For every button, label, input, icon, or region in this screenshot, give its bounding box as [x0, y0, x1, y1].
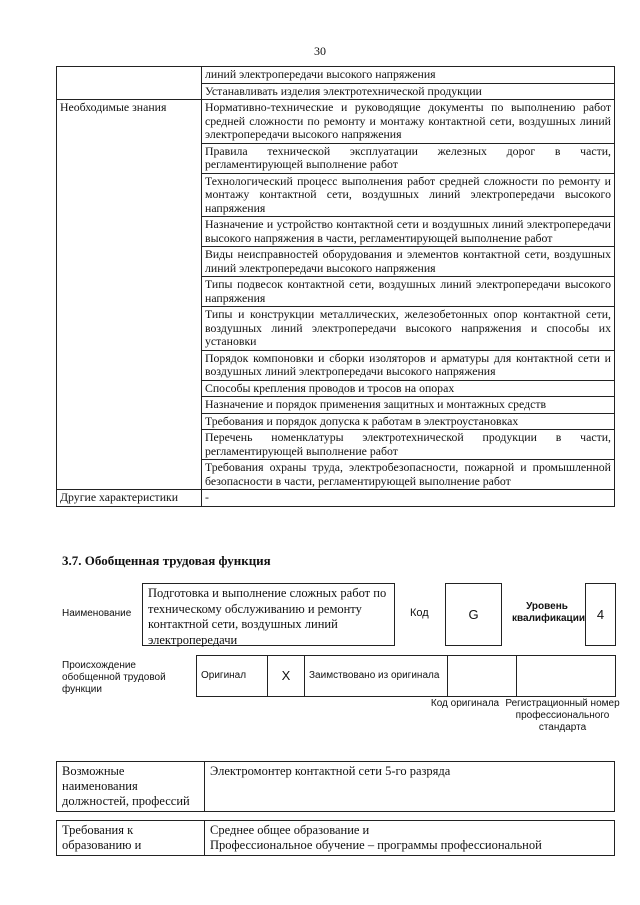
origin-label: Происхождение обобщенной трудовой функции: [62, 660, 166, 695]
name-label: Наименование: [62, 608, 132, 619]
code-original-cell: [448, 656, 517, 697]
row-content: Нормативно-технические и руководящие документы по выполнению работ средней сложности по ремонту и монтажу контактной сети, воздушных линий электропередачи высокого напряжения: [202, 100, 615, 144]
row-content: Виды неисправностей оборудования и элементов контактной сети, воздушных линий электропередачи высокого напряжения: [202, 247, 615, 277]
function-name-box: [142, 583, 395, 646]
code-label: Код: [410, 607, 429, 619]
row-content: Перечень номенклатуры электротехнической продукции в части, регламентирующей выполнение работ: [202, 430, 615, 460]
function-name-value: Подготовка и выполнение сложных работ по техническому обслуживанию и ремонту контактной сети, воздушных линий электропередачи: [148, 586, 387, 647]
education-line-2: Профессиональное обучение – программы профессиональной: [210, 838, 542, 852]
education-line-1: Среднее общее образование и: [210, 823, 370, 837]
code-value: G: [468, 607, 479, 622]
row-content: Назначение и устройство контактной сети и воздушных линий электропередачи высокого напряжения в части, регламентирующей выполнение работ: [202, 217, 615, 247]
origin-table: [196, 655, 616, 697]
row-content: Типы подвесок контактной сети, воздушных линий электропередачи высокого напряжения: [202, 277, 615, 307]
code-original-caption: Код оригинала: [430, 698, 500, 709]
level-label: Уровень квалификации: [512, 601, 585, 624]
borrowed-cell: [305, 656, 448, 697]
row-content: Типы и конструкции металлических, железобетонных опор контактной сети, воздушных линий электропередачи высокого напряжения и способы их установки: [202, 307, 615, 351]
row-content: -: [202, 490, 615, 507]
row-content: Устанавливать изделия электротехнической продукции: [202, 83, 615, 100]
row-content: Порядок компоновки и сборки изоляторов и арматуры для контактной сети и воздушных линий электропередачи высокого напряжения: [202, 350, 615, 380]
row-content: линий электропередачи высокого напряжения: [202, 67, 615, 84]
knowledge-table: [56, 66, 615, 507]
code-box: [445, 583, 502, 646]
row-content: Требования охраны труда, электробезопасности, пожарной и промышленной безопасности в части, регламентирующей выполнение работ: [202, 460, 615, 490]
original-mark-cell: [268, 656, 305, 697]
table-row: [57, 67, 615, 84]
positions-label: Возможные наименования должностей, профессий: [57, 762, 205, 812]
original-label: Оригинал: [201, 670, 247, 681]
original-mark: X: [281, 668, 291, 683]
original-label-cell: [197, 656, 268, 697]
row-content: Правила технической эксплуатации железных дорог в части, регламентирующей выполнение работ: [202, 143, 615, 173]
level-box: [585, 583, 616, 646]
table-row: [57, 490, 615, 507]
row-label: [57, 67, 202, 100]
positions-value: Электромонтер контактной сети 5-го разряда: [205, 762, 615, 812]
education-value: [205, 821, 615, 856]
table-row: [57, 100, 615, 144]
education-label: Требования к образованию и: [57, 821, 205, 856]
row-content: Требования и порядок допуска к работам в электроустановках: [202, 413, 615, 430]
row-content: Способы крепления проводов и тросов на опорах: [202, 380, 615, 397]
page-number: 30: [314, 44, 326, 58]
row-label: Необходимые знания: [57, 100, 202, 490]
row-label: Другие характеристики: [57, 490, 202, 507]
row-content: Технологический процесс выполнения работ средней сложности по ремонту и монтажу контактной сети, воздушных линий электропередачи высокого напряжения: [202, 173, 615, 217]
education-table: [56, 820, 615, 856]
positions-table: [56, 761, 615, 812]
section-title: 3.7. Обобщенная трудовая функция: [62, 553, 271, 568]
reg-number-cell: [517, 656, 616, 697]
level-value: 4: [596, 607, 605, 622]
borrowed-label: Заимствовано из оригинала: [309, 670, 440, 681]
row-content: Назначение и порядок применения защитных и монтажных средств: [202, 397, 615, 414]
reg-number-caption: Регистрационный номер профессионального стандарта: [505, 698, 620, 733]
